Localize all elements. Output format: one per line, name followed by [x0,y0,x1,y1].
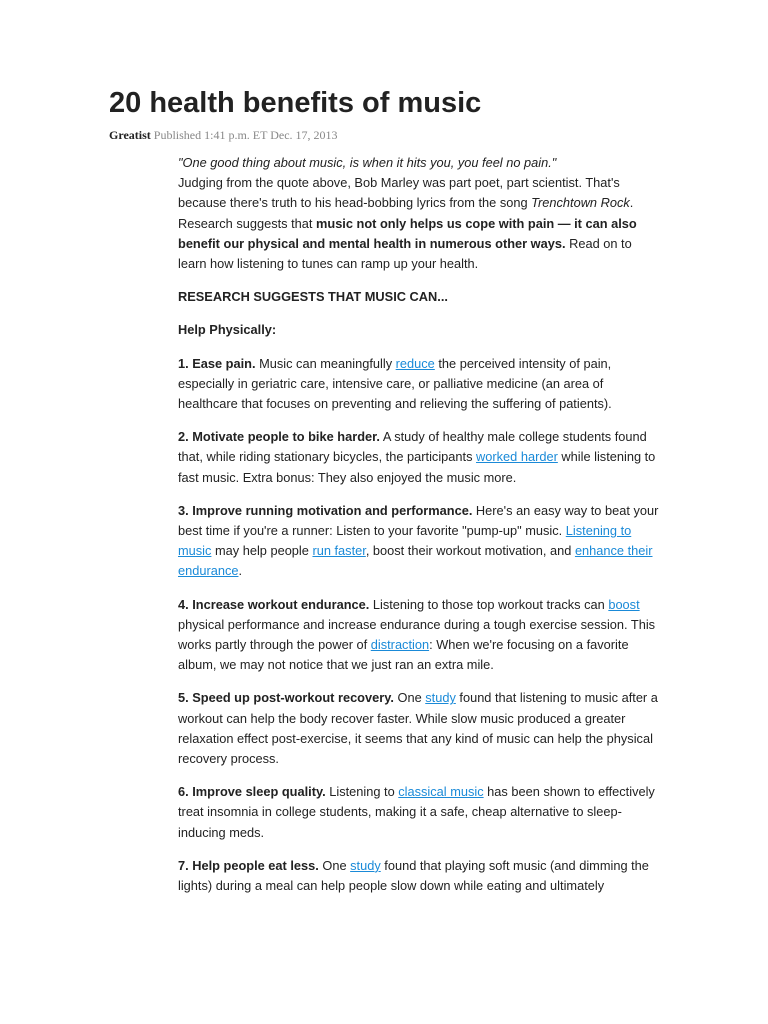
song-title: Trenchtown Rock [531,195,630,211]
item-2-text-b: while listening to fast music. Extra bonus: They also enjoyed the music more. [178,449,656,485]
link-enhance-endurance[interactable]: enhance their endurance [178,543,653,579]
item-6-text-b: has been shown to effectively treat insomnia in college students, making it a safe, cheap alternative to sleep-inducing meds. [178,784,655,840]
link-boost[interactable]: boost [608,596,640,612]
section-heading [178,287,663,307]
intro-p2-end: Read on to learn how listening to tunes can ramp up your health. [178,235,632,272]
link-study-recovery[interactable]: study [425,690,456,706]
item-1-text-b: the perceived intensity of pain, especially in geriatric care, intensive care, or palliative medicine (an area of healthcare that focuses on preventing and relieving the suffering of patients). [178,355,612,412]
list-item-3 [178,501,663,582]
intro-p1-text: Judging from the quote above, Bob Marley was part poet, part scientist. That's because there's truth to his head-bobbing lyrics from the song [178,175,620,211]
article-body [178,153,663,909]
item-7-title: 7. Help people eat less. [178,857,319,873]
intro-quote [178,153,663,173]
list-item-5 [178,688,663,769]
link-study-eating[interactable]: study [350,857,381,873]
link-classical-music[interactable]: classical music [398,784,484,800]
item-2-title: 2. Motivate people to bike harder. [178,429,380,445]
link-worked-harder[interactable]: worked harder [476,449,558,465]
item-5-text-b: found that listening to music after a workout can help the body recover faster. While slow music produced a greater relaxation effect post-exercise, it seems that any kind of music can help the physical recovery process. [178,690,658,767]
item-6-text-a: Listening to [325,784,399,800]
link-reduce[interactable]: reduce [395,355,435,371]
item-3-text-c: , boost their workout motivation, and [365,543,575,559]
item-3-text-d: . [238,563,243,579]
link-listening-to-music[interactable]: Listening to music [178,523,632,559]
link-distraction[interactable]: distraction [370,637,430,653]
intro-p1-end: . [629,195,634,211]
item-3-text-a: Here's an easy way to beat your best time if you're a runner: Listen to your favorite "pump-up" music. [178,502,659,539]
item-1-title: 1. Ease pain. [178,355,256,371]
item-3-title: 3. Improve running motivation and performance. [178,502,473,518]
list-item-4 [178,595,663,676]
article-byline [109,127,338,143]
item-4-title: 4. Increase workout endurance. [178,596,370,612]
item-3-text-b: may help people [211,543,313,559]
quote-text: "One good thing about music, is when it hits you, you feel no pain." [178,155,557,170]
intro-p2-start: Research suggests that [178,215,316,231]
item-5-title: 5. Speed up post-workout recovery. [178,690,394,706]
intro-paragraph-1 [178,173,663,213]
item-5-text-a: One [393,690,426,706]
list-item-7 [178,856,663,896]
byline-published: Published 1:41 p.m. ET Dec. 17, 2013 [153,128,338,142]
item-4-text-c: : When we're focusing on a favorite album, we may not notice that we just ran an extra mile. [178,637,629,673]
subheading [178,320,663,340]
list-item-2 [178,427,663,488]
article-title: 20 health benefits of music [109,87,482,119]
subheading-text: Help Physically: [178,322,277,338]
intro-paragraph-2 [178,214,663,275]
item-4-text-a: Listening to those top workout tracks can [369,596,609,612]
list-item-1 [178,354,663,415]
byline-source: Greatist [109,128,151,142]
item-1-text-a: Music can meaningfully [255,355,396,371]
item-6-title: 6. Improve sleep quality. [178,784,326,800]
item-2-text-a: A study of healthy male college students found that, while riding stationary bicycles, the participants [178,429,647,465]
item-7-text-b: found that playing soft music (and dimming the lights) during a meal can help people slow down while eating and ultimately [178,857,649,894]
section-heading-text: RESEARCH SUGGESTS THAT MUSIC CAN... [178,289,448,305]
list-item-6 [178,782,663,843]
intro-p2-bold: music not only helps us cope with pain — it can also benefit our physical and mental health in numerous other ways. [178,215,637,251]
link-run-faster[interactable]: run faster [312,543,366,559]
item-4-text-b: physical performance and increase endurance during a tough exercise session. This works partly through the power of [178,616,656,653]
item-7-text-a: One [318,857,351,873]
